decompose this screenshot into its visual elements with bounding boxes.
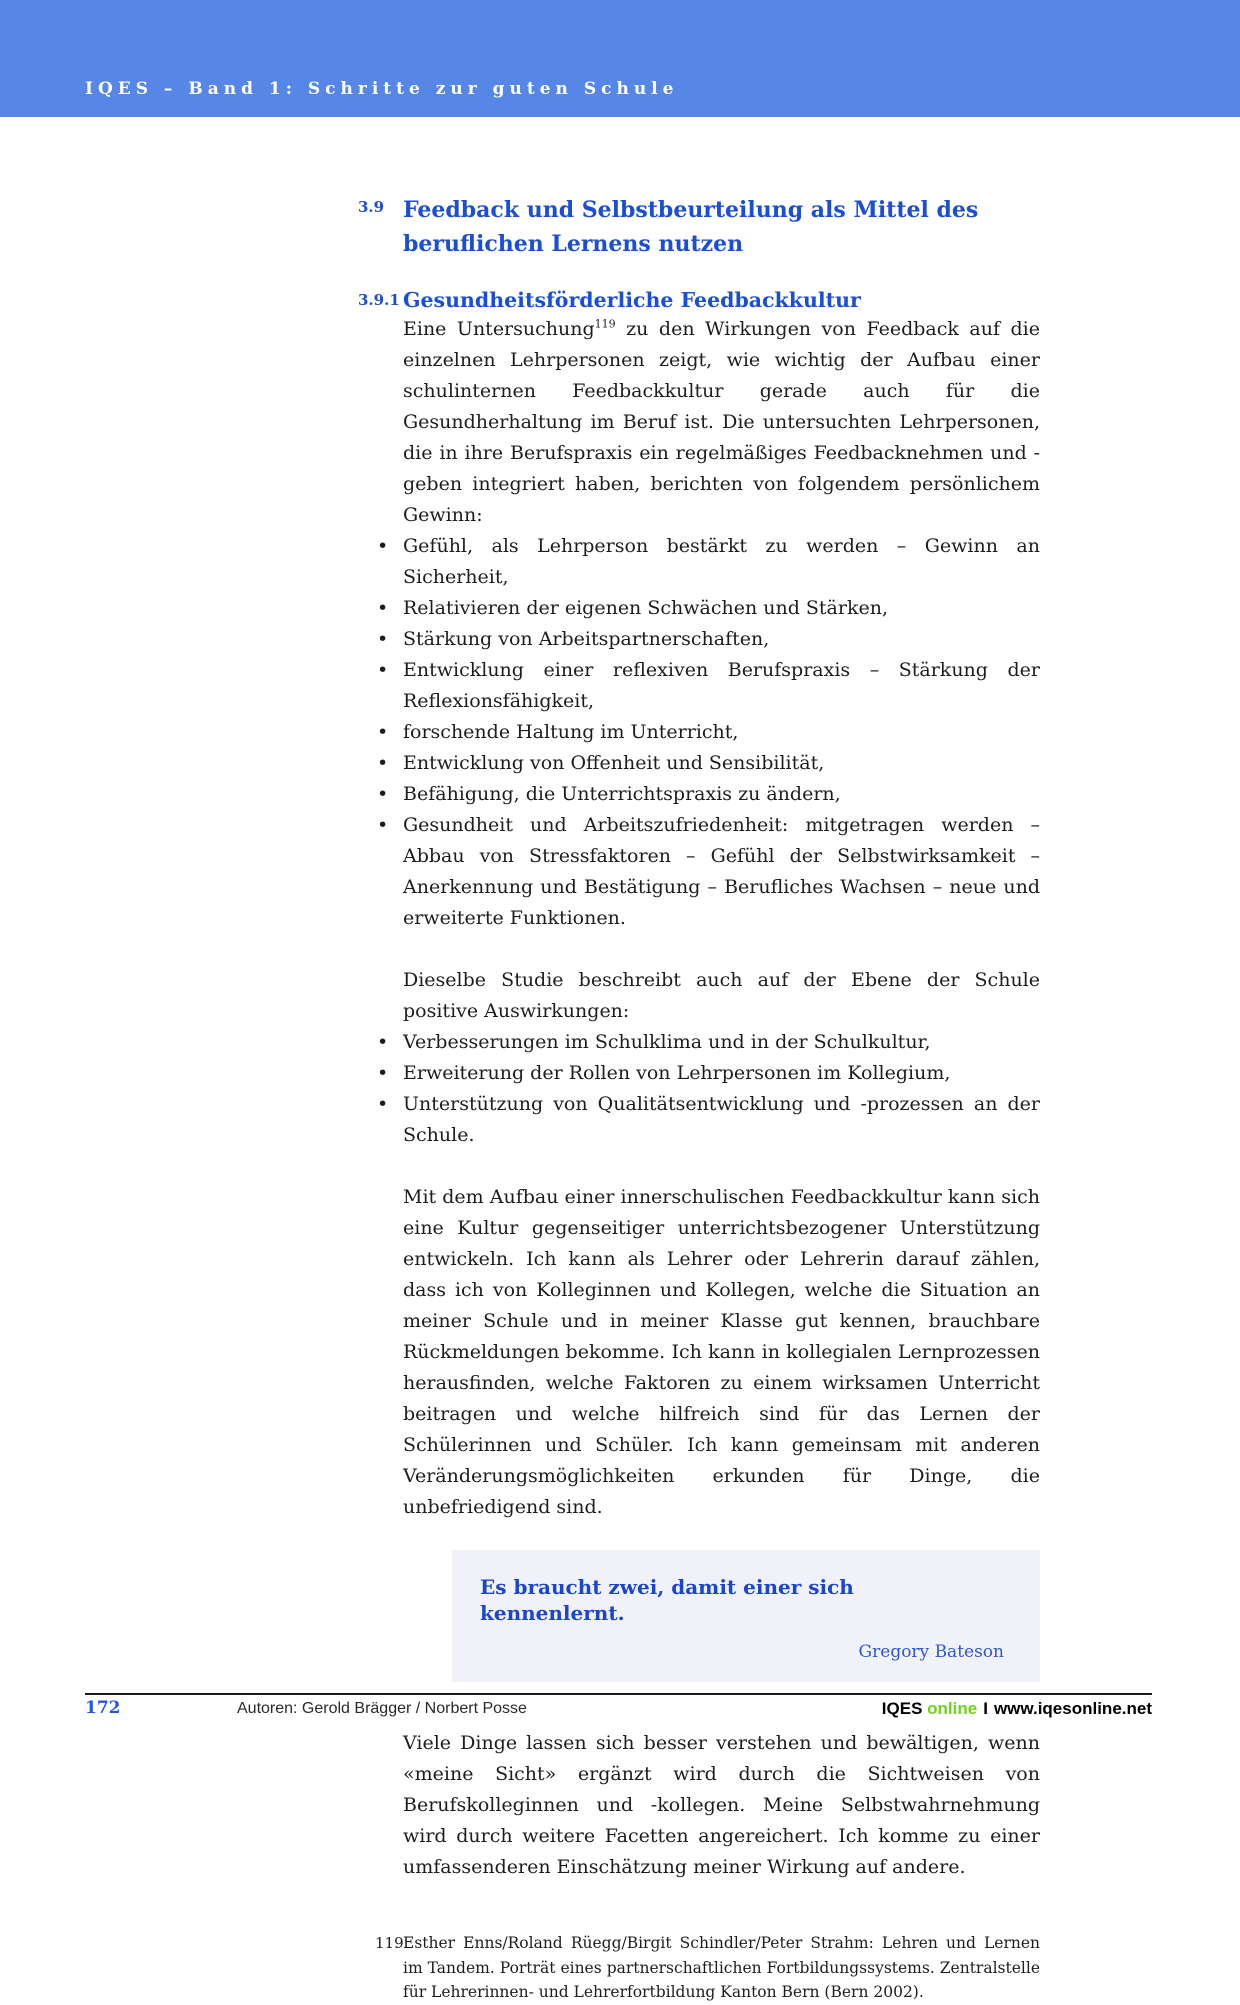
bullet-icon: • — [377, 1031, 389, 1053]
list-item-text: Entwicklung von Offenheit und Sensibilität, — [403, 752, 825, 774]
footnote-ref: 119 — [594, 317, 616, 331]
subsection-title: Gesundheitsförderliche Feedbackkultur — [403, 288, 861, 312]
paragraph-intro-continuation: zu den Wirkungen von Feedback auf die einzelnen Lehrpersonen zeigt, wie wichtig der Aufbau einer schulinternen Feedbackkultur gerade auch für die Gesundherhaltung im Beruf ist. Die untersuchten Lehrpersonen, die in ihre Berufspraxis ein regelmäßiges Feedbacknehmen und -geben integriert haben, berichten von folgendem persönlichem Gewinn: — [403, 318, 1040, 526]
list-item — [358, 1058, 1040, 1089]
list-item-text: Gefühl, als Lehrperson bestärkt zu werden – Gewinn an Sicherheit, — [403, 535, 1040, 588]
list-item-text: Erweiterung der Rollen von Lehrpersonen im Kollegium, — [403, 1062, 951, 1084]
school-effects-list — [358, 1027, 1040, 1151]
paragraph-intro — [403, 314, 1040, 531]
list-item — [358, 655, 1040, 717]
subsection-number: 3.9.1 — [358, 291, 400, 309]
list-item-text: Stärkung von Arbeitspartnerschaften, — [403, 628, 770, 650]
header-bar — [0, 0, 1240, 117]
list-item — [358, 810, 1040, 934]
quote-text: Es braucht zwei, damit einer sich kennenlernt. — [480, 1575, 854, 1625]
page-content — [358, 193, 1040, 2005]
footnote — [375, 1931, 1040, 2005]
list-item — [358, 748, 1040, 779]
list-item-text: Unterstützung von Qualitätsentwicklung und -prozessen an der Schule. — [403, 1093, 1040, 1146]
list-item — [358, 1027, 1040, 1058]
list-item — [358, 593, 1040, 624]
list-item — [358, 624, 1040, 655]
section-heading — [358, 193, 1040, 261]
list-item-text: Relativieren der eigenen Schwächen und Stärken, — [403, 597, 888, 619]
list-item — [358, 1089, 1040, 1151]
footer-authors: Autoren: Gerold Brägger / Norbert Posse — [237, 1700, 527, 1717]
list-item — [358, 779, 1040, 810]
footer — [85, 1698, 1152, 1728]
section-title: Feedback und Selbstbeurteilung als Mittel des beruflichen Lernens nutzen — [403, 197, 979, 257]
footer-brand — [882, 1699, 1152, 1719]
subsection-heading — [358, 286, 1040, 314]
list-item-text: Gesundheit und Arbeitszufriedenheit: mitgetragen werden – Abbau von Stressfaktoren – Gefühl der Selbstwirksamkeit – Anerkennung und Bestätigung – Berufliches Wachsen – neue und erweiterte Funktionen. — [403, 814, 1040, 929]
document-title: IQES – Band 1: Schritte zur guten Schule — [85, 79, 679, 99]
bullet-icon: • — [377, 1093, 389, 1115]
bullet-icon: • — [377, 752, 389, 774]
section-number: 3.9 — [358, 198, 385, 216]
bullet-icon: • — [377, 535, 389, 557]
list-item-text: Verbesserungen im Schulklima und in der Schulkultur, — [403, 1031, 931, 1053]
brand-online: online — [927, 1699, 978, 1718]
bullet-icon: • — [377, 814, 389, 836]
quote-attribution: Gregory Bateson — [858, 1642, 1004, 1662]
list-item — [358, 531, 1040, 593]
list-item-text: Entwicklung einer reflexiven Berufspraxis – Stärkung der Reflexionsfähigkeit, — [403, 659, 1040, 712]
page-number: 172 — [85, 1698, 121, 1718]
brand-separator: I — [983, 1699, 988, 1718]
brand-iqes: IQES — [881, 1699, 923, 1718]
list-item-text: Befähigung, die Unterrichtspraxis zu ändern, — [403, 783, 841, 805]
bullet-icon: • — [377, 597, 389, 619]
bullet-icon: • — [377, 628, 389, 650]
footer-divider — [85, 1693, 1152, 1695]
bullet-icon: • — [377, 1062, 389, 1084]
paragraph-school-level: Dieselbe Studie beschreibt auch auf der Ebene der Schule positive Auswirkungen: — [403, 969, 1040, 1022]
bullet-icon: • — [377, 721, 389, 743]
paragraph-feedback-culture: Mit dem Aufbau einer innerschulischen Feedbackkultur kann sich eine Kultur gegenseitiger unterrichtsbezogener Unterstützung entwickeln. Ich kann als Lehrer oder Lehrerin darauf zählen, dass ich von Kolleginnen und Kollegen, welche die Situation an meiner Schule und in meiner Klasse gut kennen, brauchbare Rückmeldungen bekomme. Ich kann in kollegialen Lernprozessen herausfinden, welche Faktoren zu einem wirksamen Unterricht beitragen und welche hilfreich sind für das Lernen der Schülerinnen und Schüler. Ich kann gemeinsam mit anderen Veränderungsmöglichkeiten erkunden für Dinge, die unbefriedigend sind. — [403, 1186, 1040, 1518]
footnote-number: 119 — [375, 1934, 404, 1952]
bullet-icon: • — [377, 659, 389, 681]
footnote-text: Esther Enns/Roland Rüegg/Birgit Schindler/Peter Strahm: Lehren und Lernen im Tandem. Porträt eines partnerschaftlichen Fortbildungssystems. Zentralstelle für Lehrerinnen- und Lehrerfortbildung Kanton Bern (Bern 2002). — [403, 1934, 1040, 2001]
benefits-list — [358, 531, 1040, 934]
list-item — [358, 717, 1040, 748]
paragraph-perspectives: Viele Dinge lassen sich besser verstehen und bewältigen, wenn «meine Sicht» ergänzt wird durch die Sichtweisen von Berufskolleginnen und -kollegen. Meine Selbstwahrnehmung wird durch weitere Facetten angereichert. Ich komme zu einer umfassenderen Einschätzung meiner Wirkung auf andere. — [403, 1732, 1040, 1878]
bullet-icon: • — [377, 783, 389, 805]
list-item-text: forschende Haltung im Unterricht, — [403, 721, 739, 743]
quote-box — [452, 1550, 1040, 1682]
brand-url: www.iqesonline.net — [993, 1699, 1152, 1718]
paragraph-intro-text: Eine Untersuchung — [403, 318, 595, 340]
